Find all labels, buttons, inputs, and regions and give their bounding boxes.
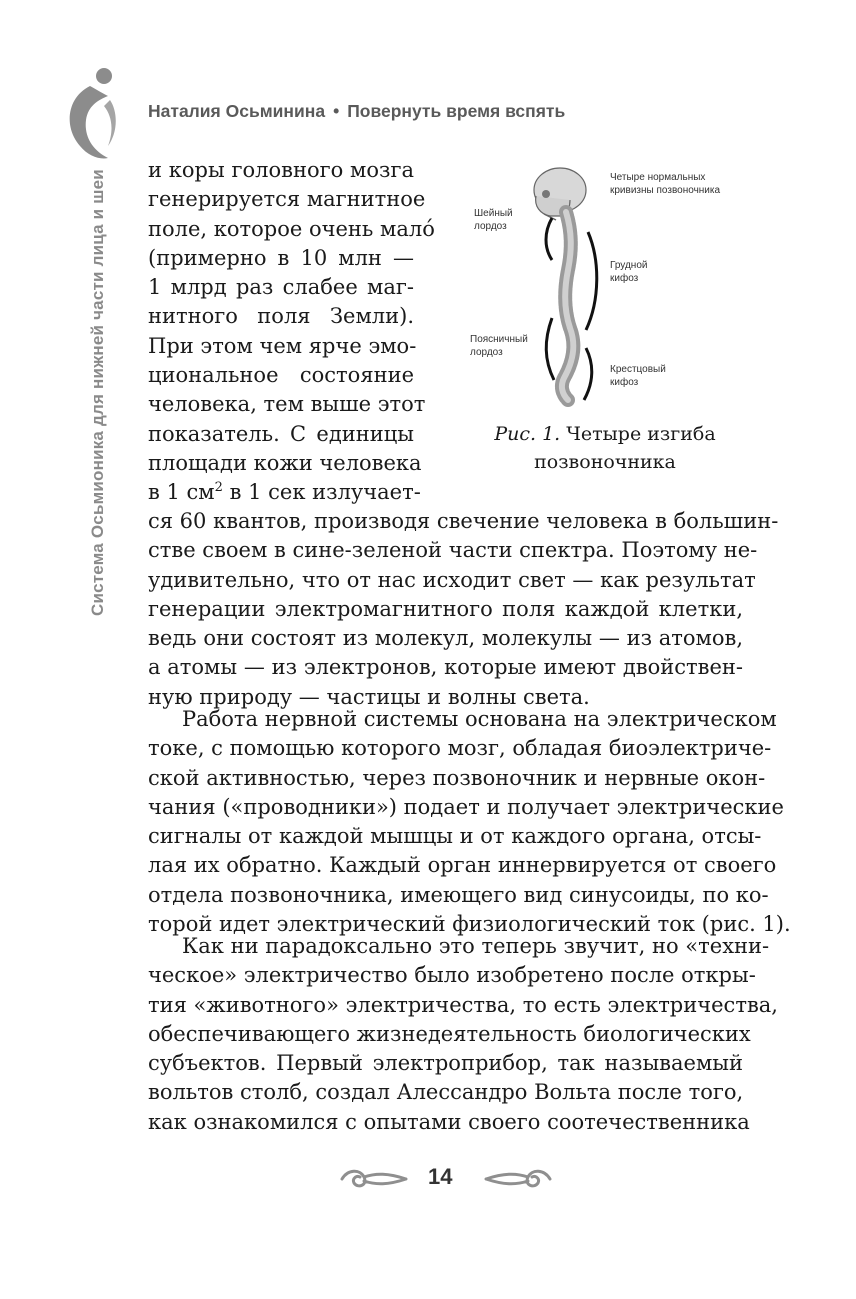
figure-caption xyxy=(455,420,755,476)
text-line: обеспечивающего жизнедеятельность биологических xyxy=(148,1021,751,1046)
label-four-curves-2: кривизны позвоночника xyxy=(610,185,721,196)
header-author: Наталия Осьминина xyxy=(148,101,326,121)
text-line: генерации электромагнитного поля каждой клетки, xyxy=(148,596,743,621)
lumbar-curve-arc xyxy=(546,318,554,380)
body-paragraph-continued xyxy=(148,507,779,712)
cervical-curve-arc xyxy=(546,218,552,260)
text-line-with-superscript: в 1 $см^2$ в 1 сек излучает- xyxy=(148,480,421,505)
body-paragraph-nervous-system xyxy=(148,705,791,939)
text-line: удивительно, что от нас исходит свет — как результат xyxy=(148,567,756,592)
text-line: ведь они состоят из молекул, молекулы — из атомов, xyxy=(148,626,743,651)
side-book-title: Система Осьмионика для нижней части лица и шеи xyxy=(88,169,107,616)
label-lumbar-2: лордоз xyxy=(470,347,503,358)
thoracic-curve-arc xyxy=(586,232,597,330)
text-line: (примерно в 10 млн — xyxy=(148,245,414,270)
label-cervical-1: Шейный xyxy=(474,208,513,219)
text-line: торой идет электрический физиологический ток (рис. 1). xyxy=(148,912,791,937)
label-thoracic-2: кифоз xyxy=(610,273,639,284)
label-four-curves-1: Четыре нормальных xyxy=(610,172,706,183)
text-line: ную природу — частицы и волны света. xyxy=(148,684,590,709)
label-cervical-2: лордоз xyxy=(474,221,507,232)
text-line: ческое» электричество было изобретено после откры- xyxy=(148,963,756,988)
text-line: генерируется магнитное xyxy=(148,187,426,212)
label-sacral-1: Крестцовый xyxy=(610,364,666,375)
publisher-logo-icon xyxy=(60,66,122,162)
text-line: отдела позвоночника, имеющего вид синусоиды, по ко- xyxy=(148,882,769,907)
caption-number: Рис. 1. xyxy=(494,423,561,445)
text-line: ся 60 квантов, производя свечение человека в большин- xyxy=(148,509,779,533)
header-separator: • xyxy=(333,101,340,121)
text-line: поле, которое очень мало́ xyxy=(148,216,435,241)
text-line: сигналы от каждой мышцы и от каждого органа, отсы- xyxy=(148,824,762,849)
text-line: и коры головного мозга xyxy=(148,158,414,182)
text-line: субъектов. Первый электроприбор, так называемый xyxy=(148,1051,743,1076)
text-line: Работа нервной системы основана на электрическом xyxy=(182,707,777,731)
text-line: площади кожи человека xyxy=(148,450,422,475)
caption-text: Четыре изгиба xyxy=(560,423,716,445)
text-line: ской активностью, через позвоночник и нервные окон- xyxy=(148,765,766,790)
text-line: При этом чем ярче эмо- xyxy=(148,333,417,358)
text-line: лая их обратно. Каждый орган иннервируется от своего xyxy=(148,853,777,878)
label-thoracic-1: Грудной xyxy=(610,260,648,271)
text-line: а атомы — из электронов, которые имеют двойствен- xyxy=(148,655,743,680)
running-header xyxy=(148,101,565,122)
caption-text-line2: позвоночника xyxy=(534,451,676,473)
sacral-curve-arc xyxy=(584,348,592,400)
text-line: показатель. С единицы xyxy=(148,421,414,446)
body-paragraph-electricity xyxy=(148,932,778,1137)
text-line: как ознакомился с опытами своего соотечественника xyxy=(148,1109,750,1134)
spine-figure xyxy=(460,160,750,410)
text-line: тия «животного» электричества, то есть электричества, xyxy=(148,992,778,1017)
page-number: 14 xyxy=(428,1164,453,1189)
text-line: нитного поля Земли). xyxy=(148,304,414,329)
text-line: циональное состояние xyxy=(148,363,414,388)
text-line: токе, с помощью которого мозг, обладая биоэлектриче- xyxy=(148,736,772,761)
text-line: Как ни парадоксально это теперь звучит, но «техни- xyxy=(182,934,770,958)
superscript: 2 xyxy=(214,480,223,496)
text-line: вольтов столб, создал Алессандро Вольта после того, xyxy=(148,1080,744,1105)
text-line: чания («проводники») подает и получает электрические xyxy=(148,794,784,819)
label-lumbar-1: Поясничный xyxy=(470,334,528,345)
text-line: стве своем в сине-зеленой части спектра. Поэтому не- xyxy=(148,538,758,563)
text-line: человека, тем выше этот xyxy=(148,392,426,417)
text-line: 1 млрд раз слабее маг- xyxy=(148,275,414,300)
header-book-title: Повернуть время вспять xyxy=(347,101,566,121)
column-text xyxy=(148,156,435,508)
label-sacral-2: кифоз xyxy=(610,377,639,388)
